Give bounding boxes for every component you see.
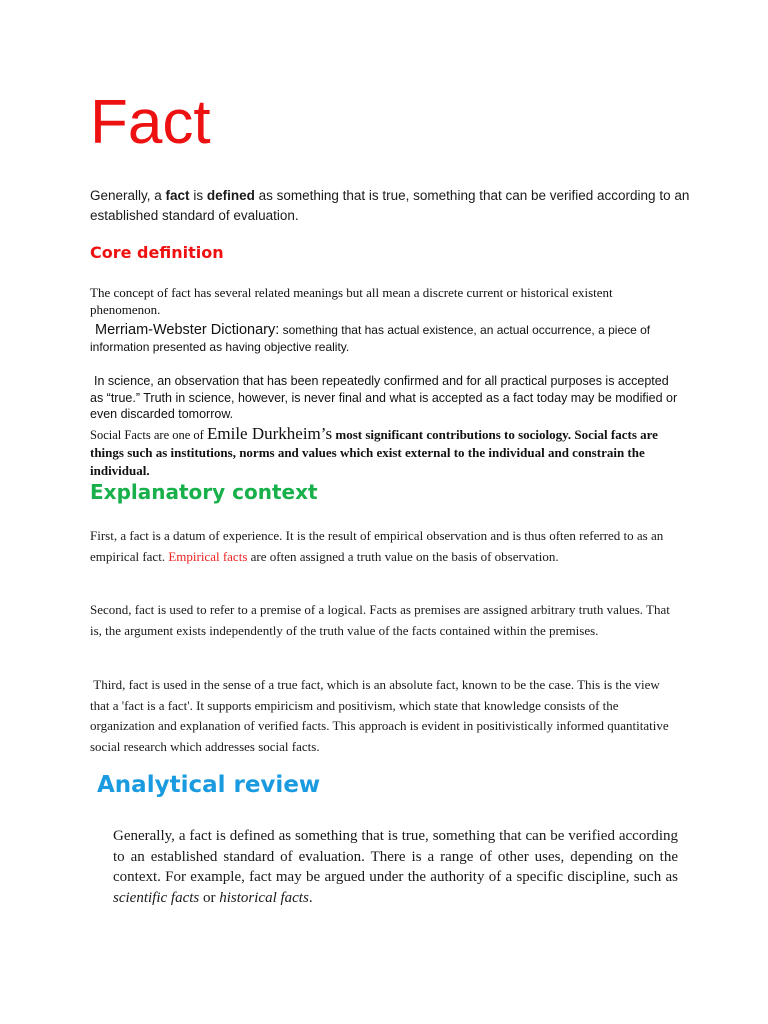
third-text: Third, fact is used in the sense of a true fact, which is an absolute fact, known to be the case. This is the view that a 'fact is a fact'. It supports empiricism and positivism, which state that knowledge consists of the organization and explanation of verified facts. This approach is evident in positivistically informed quantitative social research which addresses social facts. — [90, 677, 669, 754]
science-definition — [90, 373, 680, 423]
merriam-webster-label: Merriam-Webster Dictionary: — [95, 322, 280, 338]
empirical-facts-link[interactable]: Empirical facts — [168, 548, 248, 564]
durkheim-name: Emile Durkheim’s — [206, 424, 333, 443]
analytical-review-paragraph — [113, 826, 678, 908]
first-text-1: First, a fact is a datum of experience. It is the result of empirical observation and is thus often referred to as an empirical fact. — [90, 528, 664, 564]
explanatory-third-paragraph — [90, 675, 670, 757]
social-text-1: Social Facts are one of — [90, 428, 207, 442]
science-text: In science, an observation that has been repeatedly confirmed and for all practical purposes is accepted as “true.” Truth in science, however, is never final and what is accepted as a fact today may be modified or even discarded tomorrow. — [90, 374, 678, 421]
explanatory-first-paragraph — [90, 526, 670, 567]
historical-facts-text: historical facts — [219, 889, 309, 906]
core-definition-paragraph: The concept of fact has several related meanings but all mean a discrete current or historical existent phenomenon. — [90, 285, 613, 317]
merriam-webster-definition — [90, 322, 670, 356]
intro-bold-fact: fact — [165, 188, 190, 203]
page-title: Fact — [90, 88, 211, 157]
intro-text-2: is — [189, 188, 207, 203]
intro-text-1: Generally, a — [90, 188, 166, 203]
intro-bold-defined: defined — [206, 188, 255, 203]
intro-text-3: as something that is true, something that can be verified according to an established standard of evaluation. — [90, 188, 690, 223]
analytical-review-heading: Analytical review — [97, 772, 321, 798]
first-text-2: are often assigned a truth value on the basis of observation. — [247, 548, 559, 564]
analytical-text-2: or — [199, 889, 220, 906]
merriam-webster-text: something that has actual existence, an actual occurrence, a piece of information presented as having objective reality. — [90, 323, 651, 354]
explanatory-second-paragraph: Second, fact is used to refer to a premise of a logical. Facts as premises are assigned arbitrary truth values. That is, the argument exists independently of the truth value of the facts contained within the premises. — [90, 602, 670, 638]
social-bold-text: most significant contributions to sociology. Social facts are things such as institutions, norms and values which exist external to the individual and constrain the individual. — [90, 427, 658, 478]
scientific-facts-text: scientific facts — [113, 889, 200, 906]
social-facts-paragraph — [90, 425, 670, 480]
explanatory-context-heading: Explanatory context — [90, 480, 318, 504]
analytical-text-1: Generally, a fact is defined as something that is true, something that can be verified according to an established standard of evaluation. There is a range of other uses, depending on the context. For example, fact may be argued under the authority of a specific discipline, such as — [113, 828, 678, 885]
analytical-text-3: . — [308, 889, 313, 906]
core-definition-heading: Core definition — [90, 243, 224, 262]
intro-paragraph — [90, 186, 690, 226]
